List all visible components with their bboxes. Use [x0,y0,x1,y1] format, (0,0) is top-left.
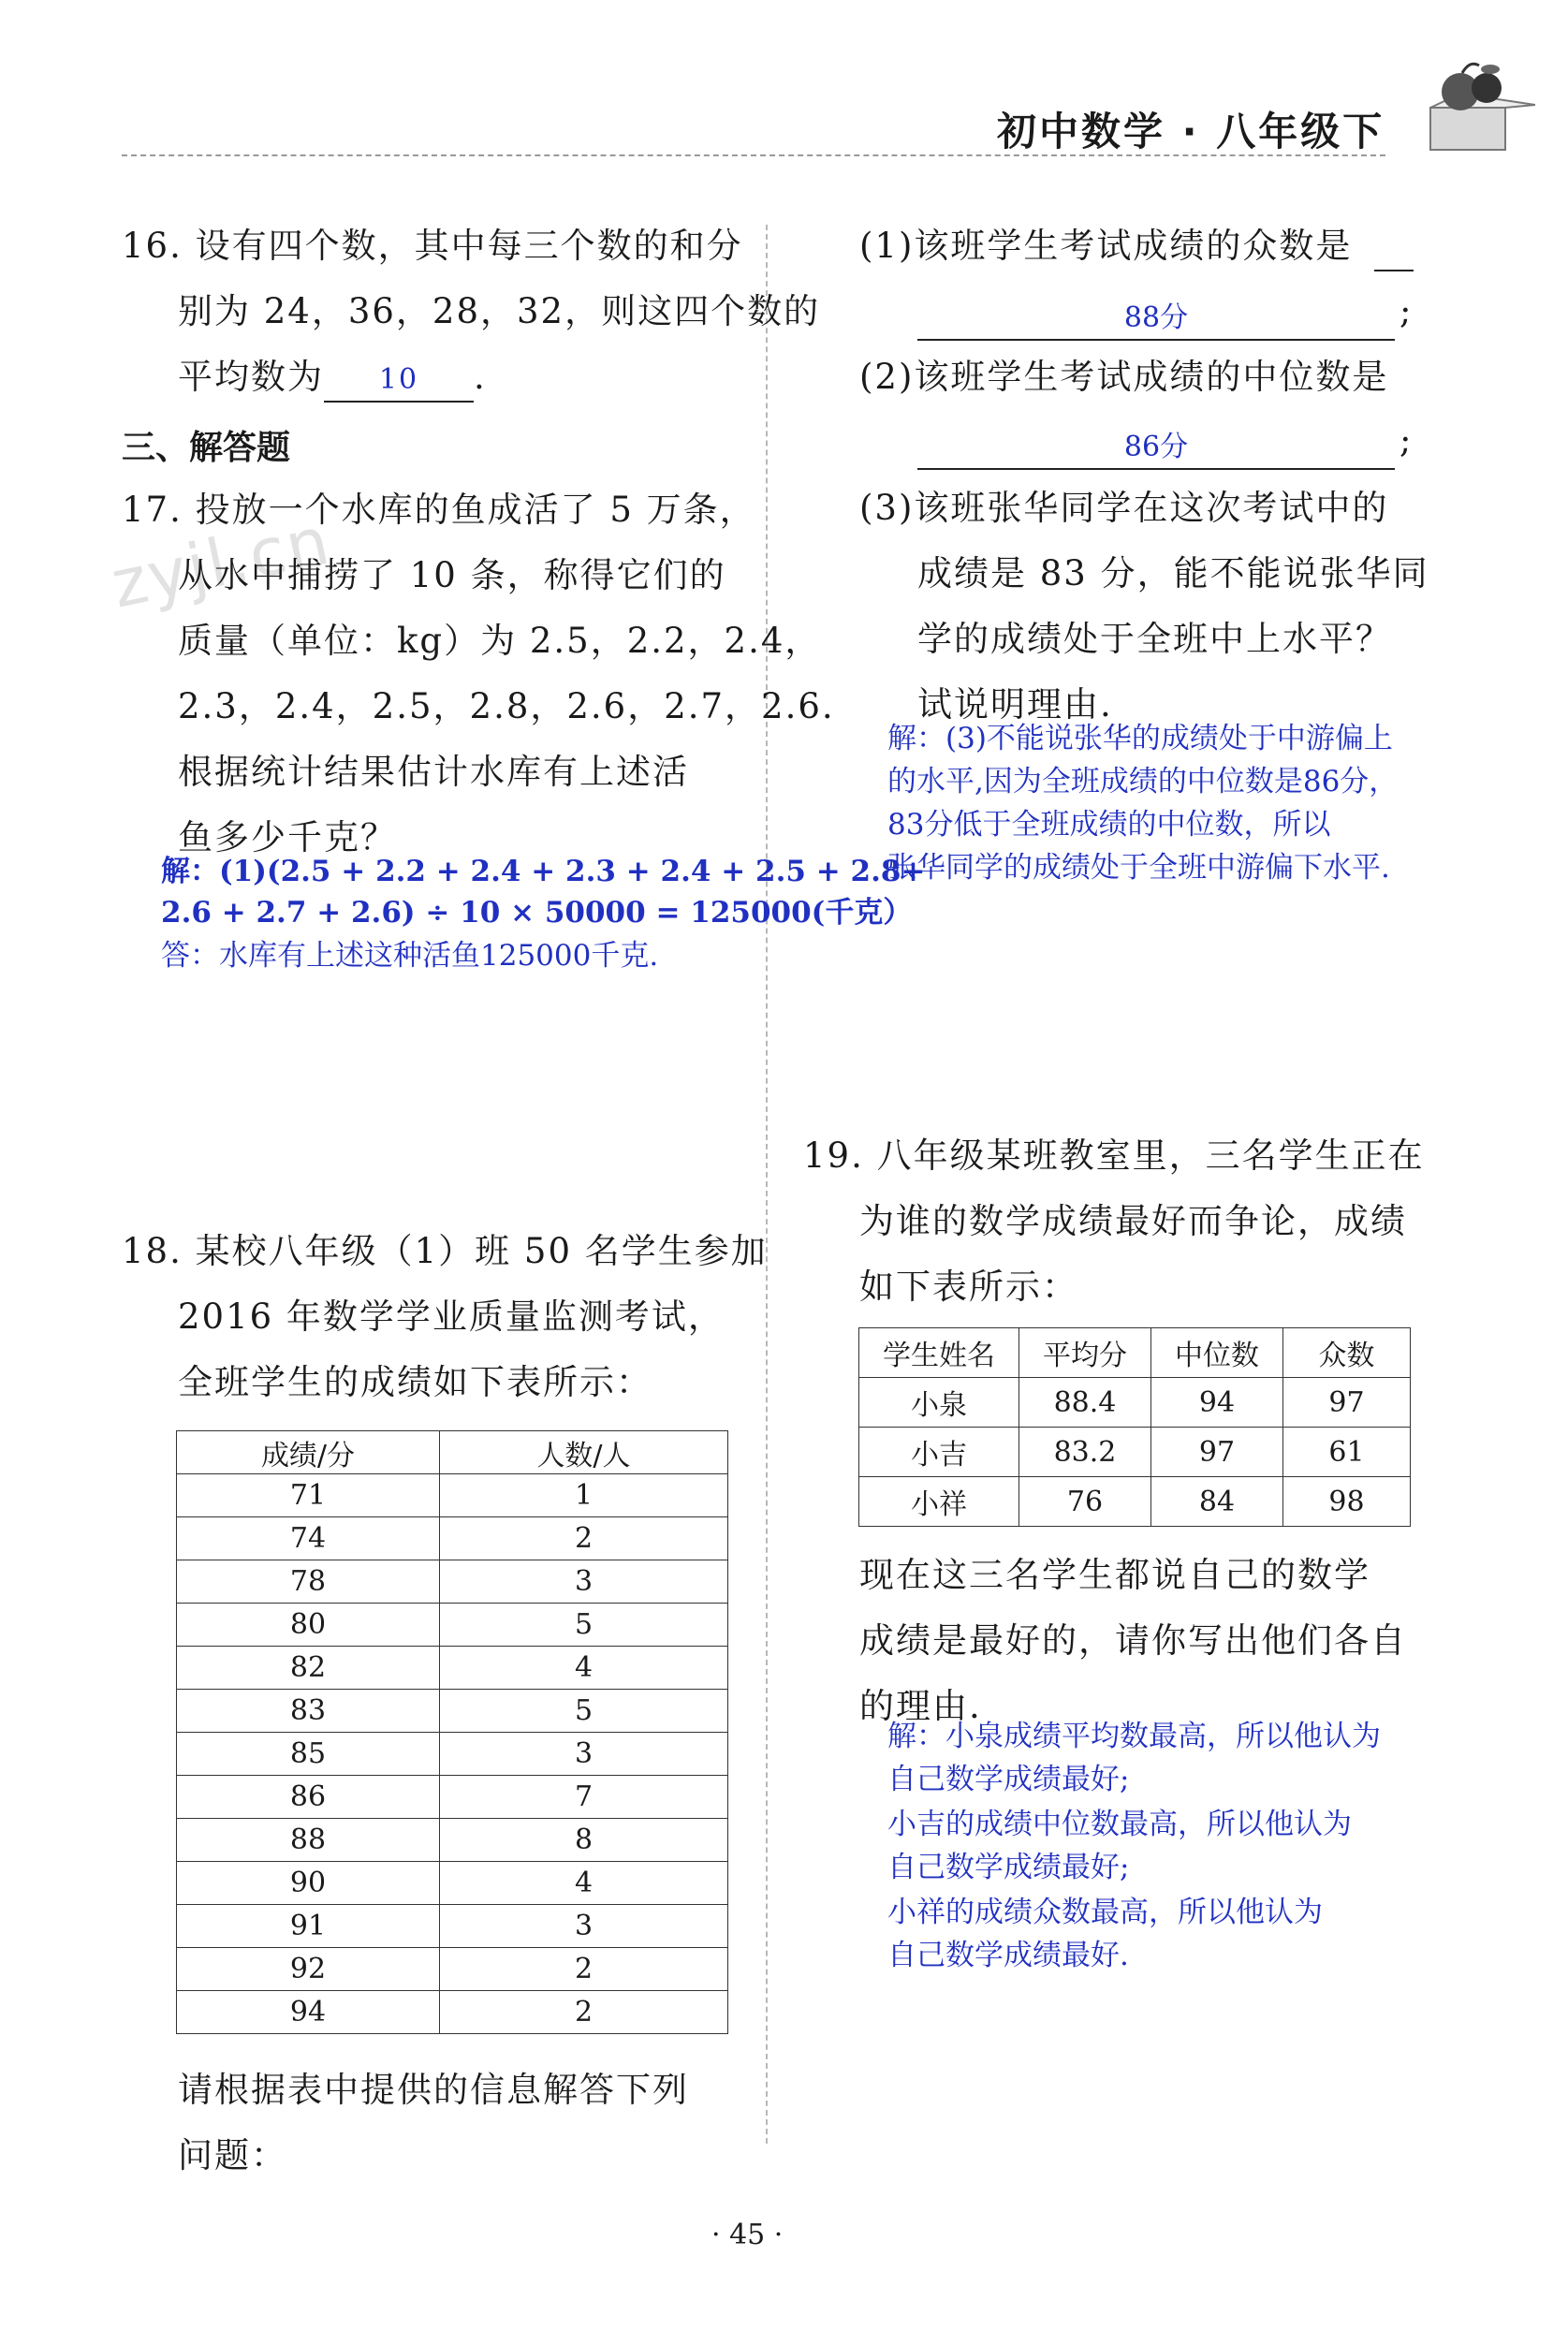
q18-part2-answer-line [917,427,1395,468]
page-number: · 45 · [711,2219,784,2251]
table-cell: 82 [177,1647,440,1690]
q17-line5: 根据统计结果估计水库有上述活 [178,752,689,792]
q18-line2: 2016 年数学学业质量监测考试， [178,1296,725,1337]
q18-part1: (1)该班学生考试成绩的众数是 [859,226,1353,266]
table-cell: 83.2 [1019,1428,1151,1477]
table-header-row [859,1328,1411,1378]
semicolon: ; [1399,420,1414,461]
q17-line2: 从水中捕捞了 10 条，称得它们的 [178,555,726,595]
q19-after-line2: 成绩是最好的，请你写出他们各自 [859,1620,1407,1661]
table-cell: 94 [177,1991,440,2034]
q18-part1-answer-line [917,298,1395,339]
q18-part3-solution-line2: 的水平,因为全班成绩的中位数是86分， [887,765,1399,798]
table-cell: 3 [440,1905,728,1948]
q19-line1: 19. 八年级某班教室里，三名学生正在 [803,1135,1425,1176]
q17-solution-line1: 解：(1)(2.5 + 2.2 + 2.4 + 2.3 + 2.4 + 2.5 + 2.8+ [161,855,926,888]
table-cell: 80 [177,1604,440,1647]
table-cell: 78 [177,1560,440,1604]
q19-line3: 如下表所示： [859,1267,1078,1307]
table-row [177,1604,728,1647]
q19-after-line3: 的理由. [859,1686,982,1726]
q19-solution-line5: 小祥的成绩众数最高，所以他认为 [887,1896,1323,1929]
table-cell: 1 [440,1474,728,1517]
table-cell: 76 [1019,1477,1151,1527]
table-header-cell: 众数 [1283,1328,1411,1378]
table-cell: 92 [177,1948,440,1991]
table-row [177,1819,728,1862]
table-row [177,1991,728,2034]
semicolon: ; [1399,291,1414,331]
q18-part3-solution-line3: 83分低于全班成绩的中位数，所以 [887,808,1331,842]
table-row [177,1560,728,1604]
table-cell: 8 [440,1819,728,1862]
table-row [177,1905,728,1948]
q16-line2: 别为 24，36，28，32，则这四个数的 [178,291,821,331]
q16-line1: 16. 设有四个数，其中每三个数的和分 [122,226,743,266]
table-cell: 4 [440,1647,728,1690]
table-row [177,1690,728,1733]
table-row [177,1776,728,1819]
table-cell: 97 [1283,1378,1411,1428]
table-row [177,1733,728,1776]
q19-line2: 为谁的数学成绩最好而争论，成绩 [859,1201,1407,1241]
table-row [177,1862,728,1905]
table-cell: 85 [177,1733,440,1776]
q18-part3-line2: 成绩是 83 分，能不能说张华同 [917,553,1429,593]
table-row [859,1378,1411,1428]
table-cell: 5 [440,1604,728,1647]
table-cell: 4 [440,1862,728,1905]
table-cell: 88.4 [1019,1378,1151,1428]
section-heading: 三、解答题 [122,429,291,467]
q17-line1: 17. 投放一个水库的鱼成活了 5 万条， [122,490,756,530]
q17-solution-line3: 答：水库有上述这种活鱼125000千克. [161,939,659,973]
q17-line3: 质量（单位：kg）为 2.5，2.2，2.4， [178,621,822,661]
table-row [177,1474,728,1517]
running-header-title: 初中数学 · 八年级下 [997,109,1385,154]
q19-solution-line3: 小吉的成绩中位数最高，所以他认为 [887,1808,1352,1841]
q18-after-line1: 请根据表中提供的信息解答下列 [178,2070,689,2110]
table-header-cell: 人数/人 [440,1431,728,1474]
table-row [859,1428,1411,1477]
table-cell: 98 [1283,1477,1411,1527]
q16-line3 [178,344,487,410]
q16-answer-blank: 10 [324,359,474,403]
column-divider [766,225,768,2144]
q18-part1-answer: 88分 [917,298,1395,341]
table-cell: 小泉 [859,1378,1019,1428]
q18-part3-line4: 试说明理由. [917,684,1113,725]
table-cell: 97 [1151,1428,1283,1477]
q19-solution-line6: 自己数学成绩最好. [887,1939,1129,1972]
table-cell: 86 [177,1776,440,1819]
apple-books-icon [1404,56,1535,159]
q18-part2: (2)该班学生考试成绩的中位数是 [859,357,1389,397]
q18-part3-solution-line1: 解：(3)不能说张华的成绩处于中游偏上 [887,722,1393,755]
table-row [177,1647,728,1690]
table-header-cell: 平均分 [1019,1328,1151,1378]
q17-line6: 鱼多少千克？ [178,817,397,857]
table-cell: 小吉 [859,1428,1019,1477]
table-cell: 94 [1151,1378,1283,1428]
table-cell: 90 [177,1862,440,1905]
q18-line3: 全班学生的成绩如下表所示： [178,1362,652,1402]
table-header-cell: 中位数 [1151,1328,1283,1378]
q18-after-line2: 问题： [178,2135,287,2175]
q16-line3-prefix: 平均数为 [178,357,324,397]
table-cell: 7 [440,1776,728,1819]
table-cell: 5 [440,1690,728,1733]
table-cell: 61 [1283,1428,1411,1477]
q18-part1-blank-start [1374,270,1414,271]
header-rule [122,154,1385,156]
table-header-row [177,1431,728,1474]
q19-solution-line1: 解：小泉成绩平均数最高，所以他认为 [887,1720,1381,1753]
q19-after-line1: 现在这三名学生都说自己的数学 [859,1555,1370,1595]
table-cell: 88 [177,1819,440,1862]
table-row [177,1517,728,1560]
q18-part3-line3: 学的成绩处于全班中上水平？ [917,619,1392,659]
q18-part2-answer: 86分 [917,427,1395,470]
table-cell: 91 [177,1905,440,1948]
table-cell: 2 [440,1517,728,1560]
table-cell: 2 [440,1991,728,2034]
table-cell: 3 [440,1560,728,1604]
table-header-cell: 学生姓名 [859,1328,1019,1378]
table-cell: 小祥 [859,1477,1019,1527]
table-cell: 71 [177,1474,440,1517]
q19-solution-line4: 自己数学成绩最好; [887,1851,1130,1884]
table-cell: 2 [440,1948,728,1991]
table-cell: 84 [1151,1477,1283,1527]
q17-line4: 2.3，2.4，2.5，2.8，2.6，2.7，2.6. [178,686,835,726]
table-row [859,1477,1411,1527]
watermark: zyjl.cn [105,502,338,623]
q18-score-table [176,1430,728,2034]
q18-part3-solution-line4: 张华同学的成绩处于全班中游偏下水平. [887,851,1390,885]
table-header-cell: 成绩/分 [177,1431,440,1474]
q19-solution-line2: 自己数学成绩最好; [887,1763,1130,1796]
table-cell: 74 [177,1517,440,1560]
q18-part3-line1: (3)该班张华同学在这次考试中的 [859,488,1389,528]
table-cell: 83 [177,1690,440,1733]
q16-line3-suffix: . [474,357,487,397]
q18-line1: 18. 某校八年级（1）班 50 名学生参加 [122,1231,768,1271]
table-row [177,1948,728,1991]
table-cell: 3 [440,1733,728,1776]
q17-solution-line2: 2.6 + 2.7 + 2.6) ÷ 10 × 50000 = 125000(千克） [161,896,913,930]
q19-student-table [858,1327,1411,1527]
